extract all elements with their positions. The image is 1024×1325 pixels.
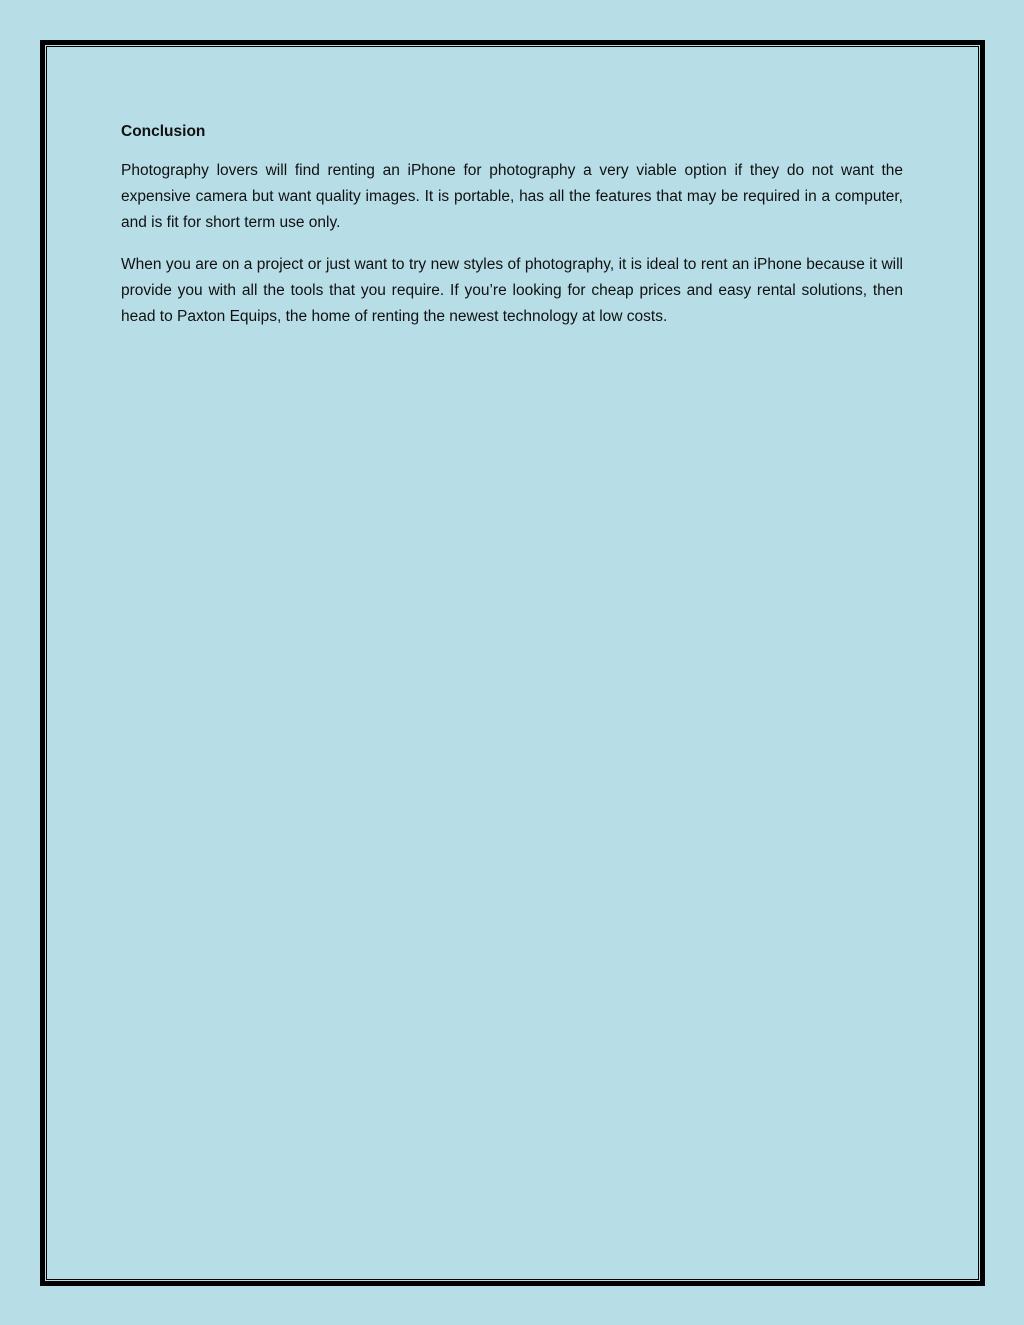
document-body (121, 120, 903, 346)
section-heading: Conclusion (121, 123, 206, 140)
paragraph-2: When you are on a project or just want to try new styles of photography, it is ideal to rent an iPhone because it will provide you with all the tools that you require. If you’re looking for cheap prices and easy rental solutions, then head to Paxton Equips, the home of renting the newest technology at low costs. (121, 256, 903, 325)
paragraph-1: Photography lovers will find renting an iPhone for photography a very viable option if they do not want the expensive camera but want quality images. It is portable, has all the features that may be required in a computer, and is fit for short term use only. (121, 162, 903, 231)
